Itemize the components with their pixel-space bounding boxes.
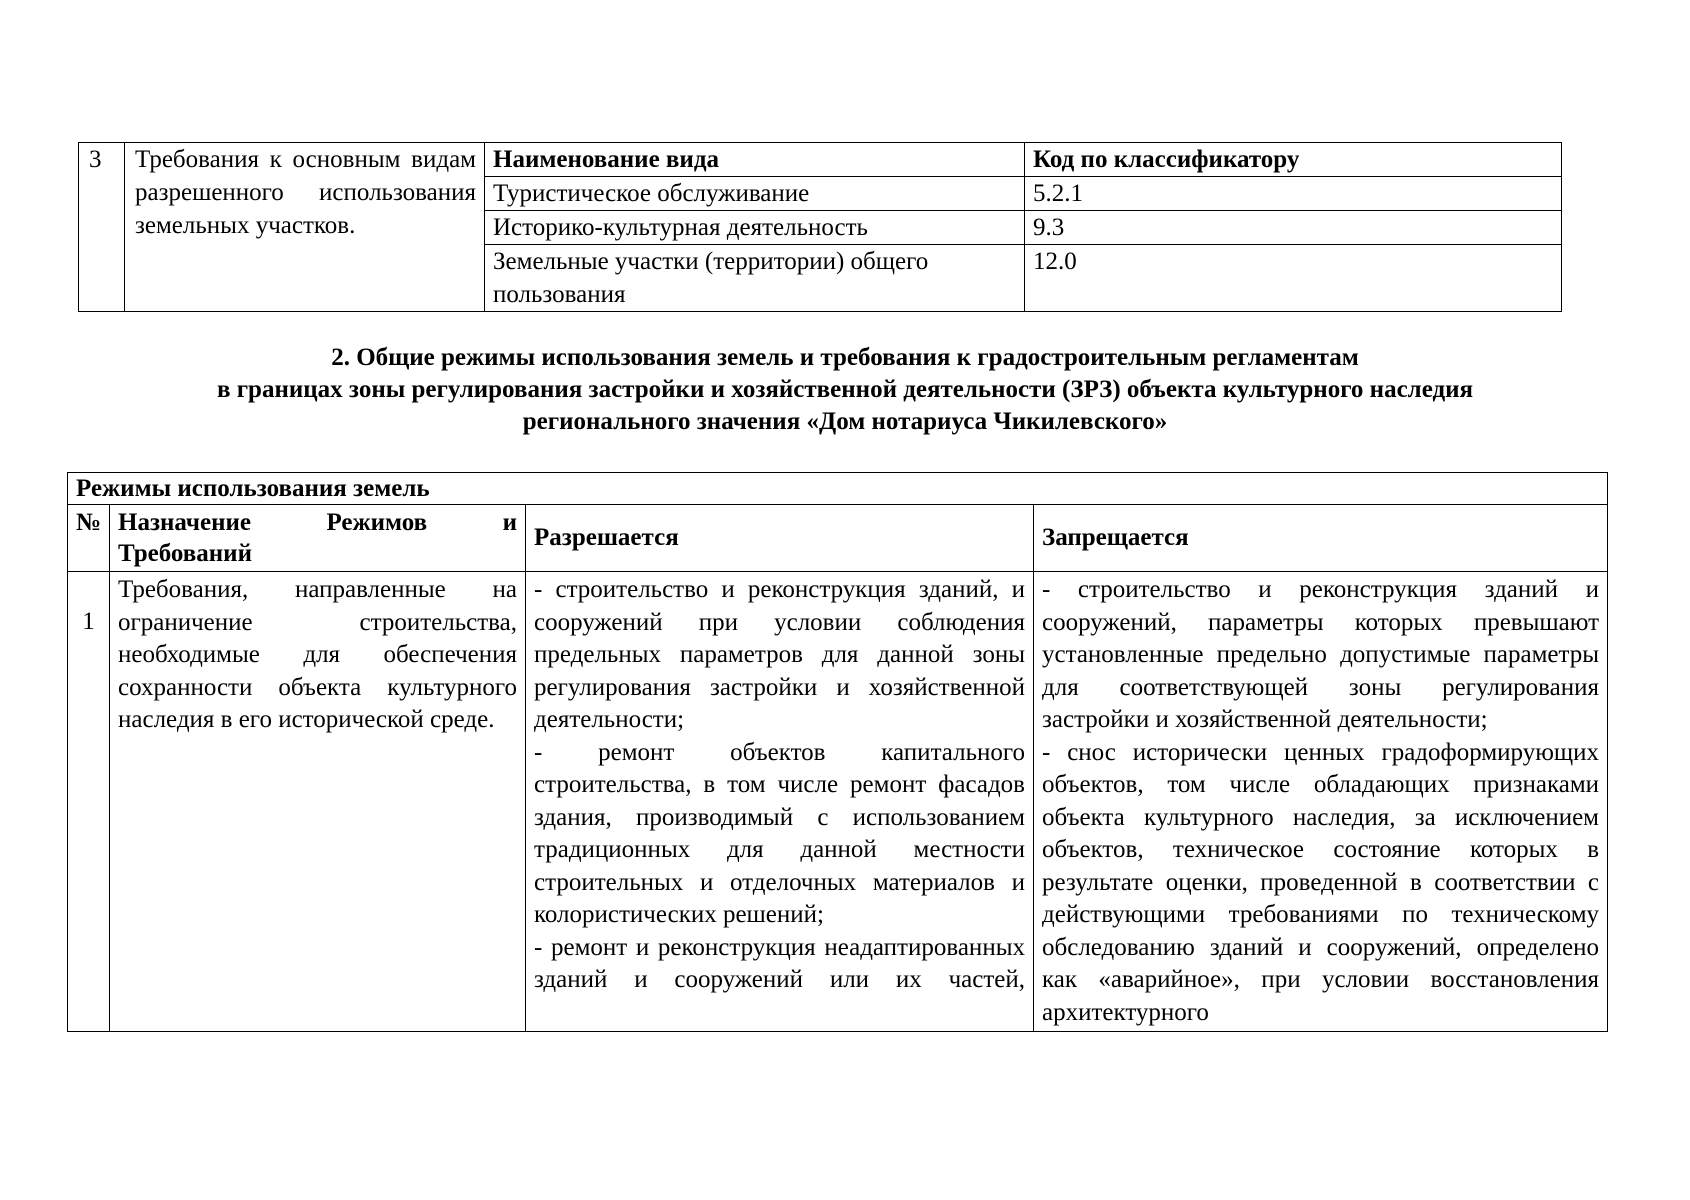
heading-line: 2. Общие режимы использования земель и требования к градостроительным регламентам <box>331 344 1359 371</box>
allowed-item: - ремонт объектов капитального строительства, в том числе ремонт фасадов здания, производимый с использованием традиционных для данной местности строительных и отделочных материалов и колористических решений; <box>534 738 1025 928</box>
use-type-code: 9.3 <box>1025 211 1562 245</box>
column-header-num: № <box>68 505 110 572</box>
heading-line: регионального значения «Дом нотариуса Чикилевского» <box>522 408 1168 435</box>
use-type-name: Туристическое обслуживание <box>485 177 1025 211</box>
forbidden-item: - строительство и реконструкция зданий и сооружений, параметры которых превышают установленные предельно допустимые параметры для соответствующей зоны регулирования застройки и хозяйственной деятельности; <box>1042 576 1600 733</box>
use-type-name: Историко-культурная деятельность <box>485 211 1025 245</box>
forbidden-item: - снос исторически ценных градоформирующих объектов, том числе обладающих признаками объекта культурного наследия, за исключением объектов, техническое состояние которых в результате оценки, проведенной в соответствии с действующими требованиями по техническому обследованию зданий и сооружений, определено как «аварийное», при условии восстановления архитектурного <box>1042 738 1600 1026</box>
table-title: Режимы использования земель <box>68 473 1608 505</box>
heading-line: в границах зоны регулирования застройки и хозяйственной деятельности (ЗРЗ) объекта культурного наследия <box>216 376 1474 403</box>
row-number: 3 <box>79 143 125 312</box>
column-header-forbidden: Запрещается <box>1034 505 1608 572</box>
use-type-code: 5.2.1 <box>1025 177 1562 211</box>
header-word: и <box>502 509 517 536</box>
row-number: 1 <box>68 572 110 1032</box>
table-header-row <box>68 505 1608 572</box>
table-title-row <box>68 473 1608 505</box>
section-heading <box>60 342 1630 438</box>
header-word: Режимов <box>326 509 428 536</box>
column-header-name: Наименование вида <box>485 143 1025 177</box>
header-word: Назначение <box>118 509 251 536</box>
allowed-cell <box>526 572 1034 1032</box>
use-type-name: Земельные участки (территории) общего пользования <box>485 245 1025 312</box>
purpose-cell: Требования, направленные на ограничение строительства, необходимые для обеспечения сохранности объекта культурного наследия в его исторической среде. <box>110 572 526 1032</box>
land-use-regimes-table <box>67 472 1608 1032</box>
header-word: Требований <box>118 540 252 567</box>
column-header-purpose <box>110 505 526 572</box>
forbidden-cell <box>1034 572 1608 1032</box>
use-type-code: 12.0 <box>1025 245 1562 312</box>
table-row <box>68 572 1608 1032</box>
allowed-item: - строительство и реконструкция зданий, и сооружений при условии соблюдения предельных параметров для данной зоны регулирования застройки и хозяйственной деятельности; <box>534 576 1025 733</box>
permitted-use-table <box>78 142 1562 312</box>
table-row <box>79 143 1562 177</box>
column-header-allowed: Разрешается <box>526 505 1034 572</box>
requirement-cell: Требования к основным видам разрешенного использования земельных участков. <box>125 143 485 312</box>
allowed-item: - ремонт и реконструкция неадаптированных зданий и сооружений или их частей, <box>534 933 1025 993</box>
column-header-code: Код по классификатору <box>1025 143 1562 177</box>
